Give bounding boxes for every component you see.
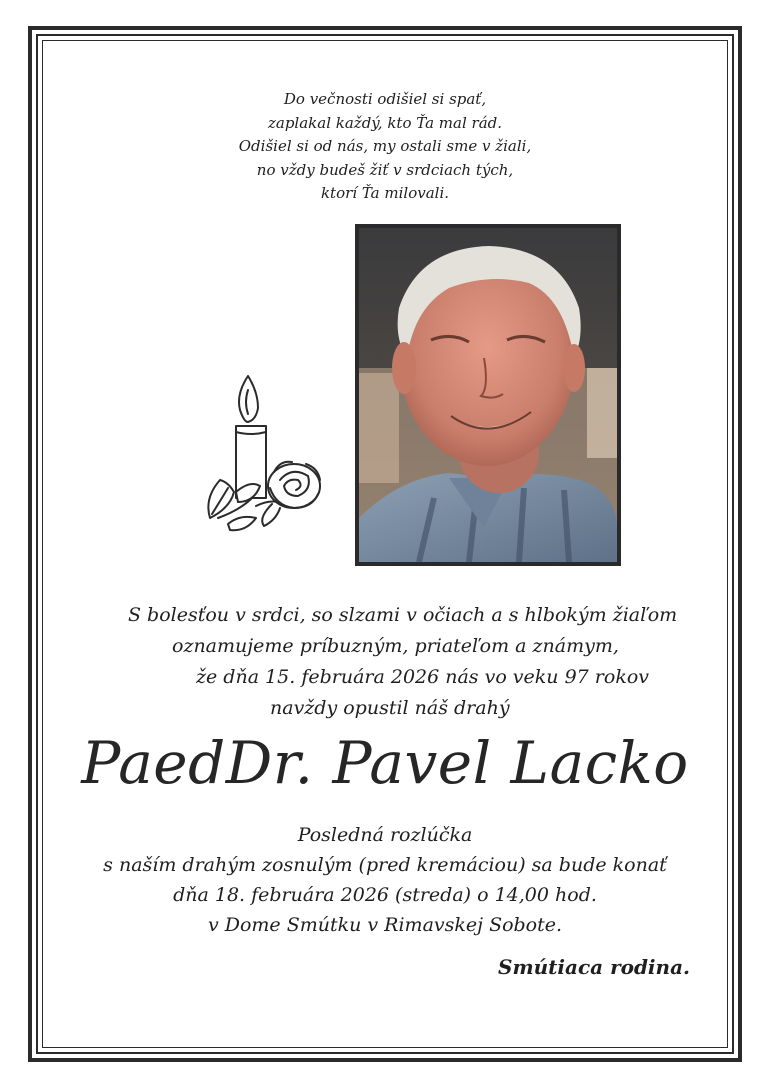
poem-line: Do večnosti odišiel si spať, (283, 90, 487, 108)
poem-line: ktorí Ťa milovali. (320, 184, 450, 202)
family-signature: Smútiaca rodina. (498, 955, 690, 979)
funeral-line: s naším drahým zosnulým (pred kremáciou) sa bude konať (103, 854, 667, 876)
announcement-line: že dňa 15. februára 2026 nás vo veku 97 rokov (196, 666, 650, 688)
portrait-photo (355, 224, 621, 566)
funeral-details (60, 820, 710, 940)
announcement-line: oznamujeme príbuzným, priateľom a známym, (172, 635, 619, 657)
poem-line: no vždy budeš žiť v srdciach tých, (256, 160, 514, 179)
funeral-line: Posledná rozlúčka (297, 824, 473, 846)
funeral-line: v Dome Smútku v Rimavskej Sobote. (207, 914, 563, 936)
announcement-line: S bolesťou v srdci, so slzami v očiach a s hlbokým žiaľom (128, 604, 678, 626)
poem-line: zaplakal každý, kto Ťa mal rád. (267, 113, 503, 132)
announcement-text (60, 600, 710, 724)
announcement-line: navždy opustil náš drahý (270, 697, 510, 719)
candle-with-rose-icon (200, 368, 332, 543)
deceased-name: PaedDr. Pavel Lacko (81, 729, 689, 797)
memorial-poem (200, 88, 570, 206)
funeral-line: dňa 18. februára 2026 (streda) o 14,00 hod. (173, 884, 597, 906)
poem-line: Odišiel si od nás, my ostali sme v žiali, (238, 137, 532, 155)
